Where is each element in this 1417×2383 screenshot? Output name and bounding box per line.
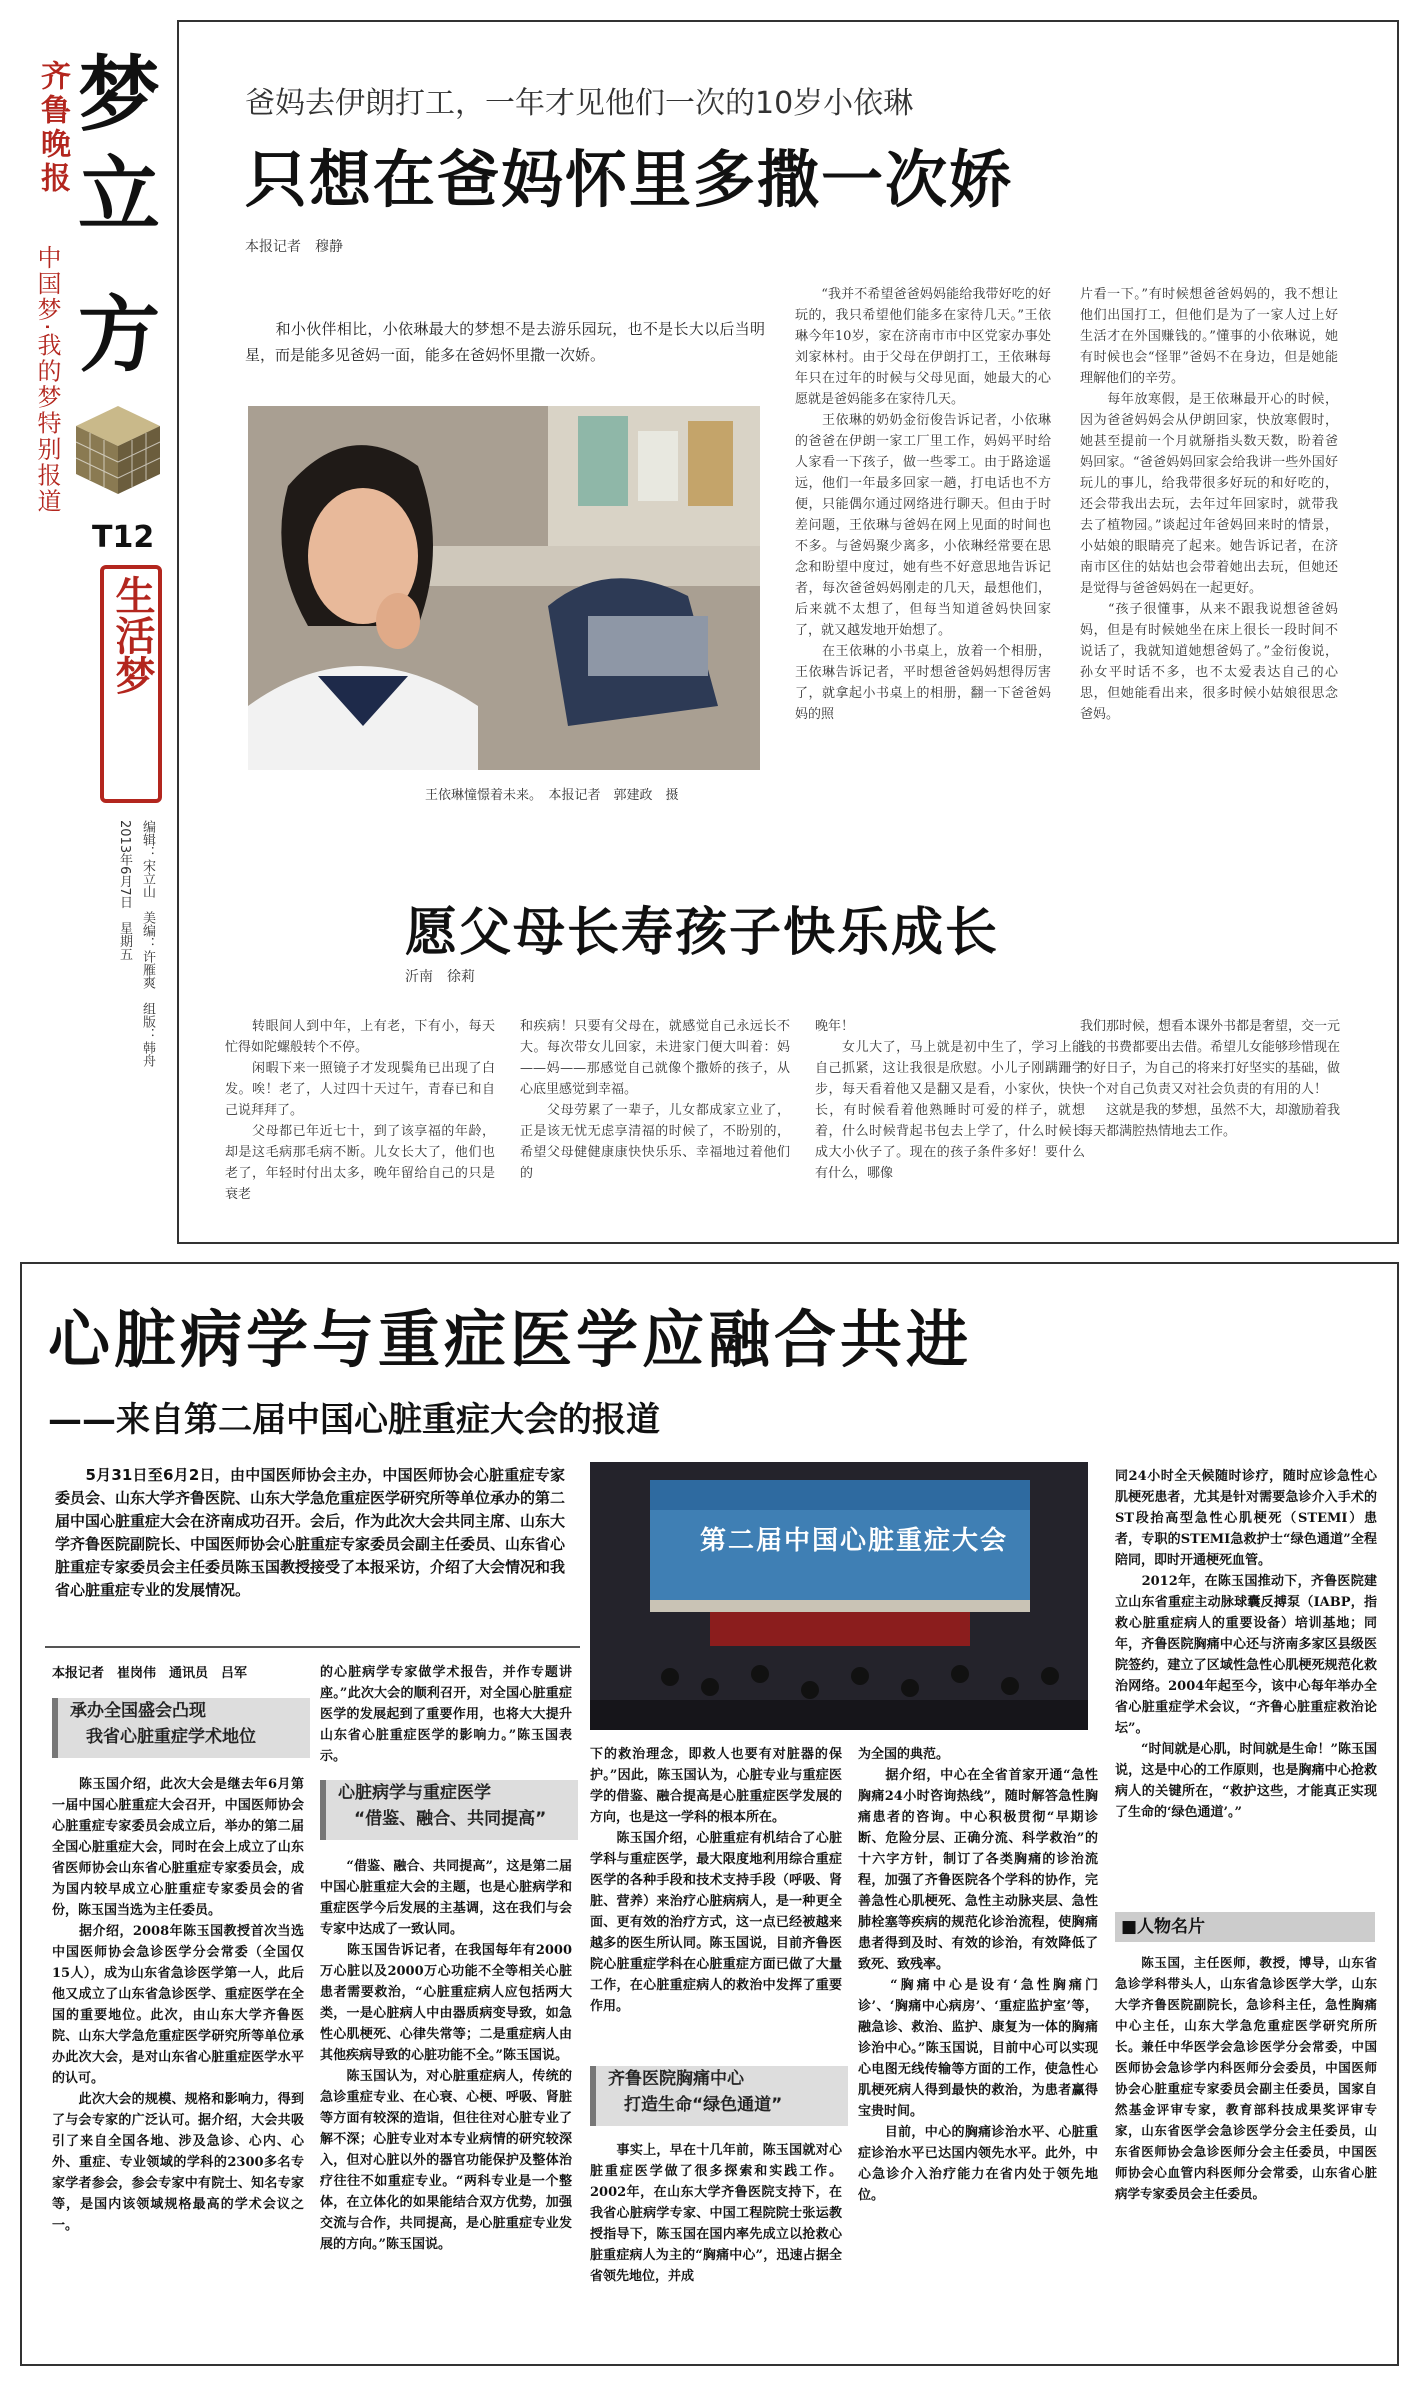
story1-column-1: “我并不希望爸爸妈妈能给我带好吃的好玩的，我只希望他们能多在家待几天。”王依琳今年10岁，家在济南市市中区党家办事处刘家林村。由于父母在伊朗打工，王依琳每年只在过年的时候与父母见面，她最大的心愿就是爸妈能多在家待几天。 王依琳的奶奶金衍俊告诉记者，小依琳的爸爸在伊朗一家工厂里工作，妈妈平时给人家看一下孩子，做一些零工。由于路途遥远，他们一年最多回家一趟，打电话也不方便，只能偶尔通过网络进行聊天。但由于时差问题，王依琳与爸妈在网上见面的时间也不多。与爸妈聚少离多，小依琳经常要在思念和盼望中度过，她有些不好意思地告诉记者，每次爸爸妈妈刚走的几天，最想他们，后来就不太想了，但每当知道爸妈快回家了，就又越发地开始想了。 在王依琳的小书桌上，放着一个相册，王依琳告诉记者，平时想爸爸妈妈想得厉害了，就拿起小书桌上的相册，翻一下爸爸妈妈的照 [795,287,1051,722]
section-name: 生活梦 [109,575,156,695]
story3-column-5: 同24小时全天候随时诊疗，随时应诊急性心肌梗死患者，尤其是针对需要急诊介入手术的ST段抬高型急性心肌梗死（STEMI）患者，专职的STEMI急救护士“绿色通道”全程陪同，即时开通梗死血管。 2012年，在陈玉国推动下，齐鲁医院建立山东省重症主动脉球囊反搏泵（IABP，指救心脏重症病人的重要设备）培训基地；同年，齐鲁医院胸痛中心还与济南多家区县级医院签约，建立了区域性急性心肌梗死规范化救治网络。2004年起至今，该中心每年举办全省心脏重症学术会议，“齐鲁心脏重症救治论坛”。 “时间就是心肌，时间就是生命！”陈玉国说，这是中心的工作原则，也是胸痛中心抢救病人的关键所在，“救护这些，才能真正实现了生命的‘绿色通道’。” [1115,1469,1377,1820]
story1-lead: 和小伙伴相比，小依琳最大的梦想不是去游乐园玩，也不是长大以后当明星，而是能多见爸妈一面，能多在爸妈怀里撒一次娇。 [245,320,765,364]
story2-column-3: 晚年！ 女儿大了，马上就是初中生了，学习上能自己抓紧，这让我很是欣慰。小儿子刚蹒跚学步，每天看着他又是翻又是看，小家伙，快快长，有时候看着他熟睡时可爱的样子，就想着，什么时候背起书包去上学了，什么时候长成大小伙子了。现在的孩子条件多好！要什么有什么，哪像 [815,1019,1085,1181]
story3-subhead: ——来自第二届中国心脏重症大会的报道 [48,1400,660,1440]
story3-column-3b: 事实上，早在十几年前，陈玉国就对心脏重症医学做了很多探索和实践工作。2002年，在山东大学齐鲁医院支持下，在我省心脏病学专家、中国工程院院士张运教授指导下，陈玉国在国内率先成立以抢救心脏重症病人为主的“胸痛中心”，迅速占据全省领先地位，并成 [590,2143,842,2284]
story3-byline: 本报记者 崔岗伟 通讯员 吕军 [52,1666,248,1681]
section-head-2-line2: “借鉴、融合、共同提高” [354,1809,547,1829]
section-head-1-line1: 承办全国盛会凸现 [70,1701,206,1721]
big-title-3: 方 [78,288,161,383]
section-head-3-line1: 齐鲁医院胸痛中心 [608,2069,744,2089]
story3-column-1: 陈玉国介绍，此次大会是继去年6月第一届中国心脏重症大会召开，中国医师协会心脏重症专家委员会成立后，举办的第二届全国心脏重症大会，同时在会上成立了山东省医师协会山东省心脏重症专家委员会，成为国内较早成立心脏重症专家委员会的省份，陈玉国当选为主任委员。 据介绍，2008年陈玉国教授首次当选中国医师协会急诊医学分会常委（全国仅15人），成为山东省急诊医学第一人，此后他又成立了山东省急诊医学、重症医学在全国的重要地位。此次，由山东大学齐鲁医院、山东大学急危重症医学研究所等单位承办此次大会，是对山东省心脏重症医学水平的认可。 此次大会的规模、规格和影响力，得到了与会专家的广泛认可。据介绍，大会共吸引了来自全国各地、涉及急诊、心内、心外、重症、专业领域的学科的2300多名专家学者参会，参会专家中有院士、知名专家等，是国内该领域规格最高的学术会议之一。 [52,1777,304,2233]
story2-byline: 沂南 徐莉 [405,969,475,985]
story1-photo-caption: 王依琳憧憬着未来。 本报记者 郭建政 摄 [425,788,679,803]
section-head-2-line1: 心脏病学与重症医学 [338,1783,491,1803]
big-title-1: 梦 [78,48,161,143]
story1-column-2: 片看一下。”有时候想爸爸妈妈的，我不想让他们出国打工，但他们是为了一家人过上好生活才在外国赚钱的。”懂事的小依琳说，她有时候也会“怪罪”爸妈不在身边，但是她能理解他们的辛劳。 每年放寒假，是王依琳最开心的时候，因为爸爸妈妈会从伊朗回家，快放寒假时，她甚至提前一个月就掰指头数天数，盼着爸妈回家。“爸爸妈妈回家会给我讲一些外国好玩儿的事儿，给我带很多好玩的和好吃的，还会带我出去玩，去年过年回家时，就带我去了植物园。”谈起过年爸妈回来时的情景，小姑娘的眼睛亮了起来。她告诉记者，在济南市区住的姑姑也会带着她出去玩，但她还是觉得与爸爸妈妈在一起更好。 “孩子很懂事，从来不跟我说想爸爸妈妈，但是有时候她坐在床上很长一段时间不说话了，我就知道她想爸妈了。”金衍俊说，孙女平时话不多，也不太爱表达自己的心思，但她能看出来，很多时候小姑娘很思念爸妈。 [1080,287,1338,722]
paper-name: 齐鲁晚报 [35,60,70,196]
cube-logo-icon [68,400,168,500]
story2-column-2: 和疾病！只要有父母在，就感觉自己永远长不大。每次带女儿回家，未进家门便大叫着：妈——妈——那感觉自己就像个撒娇的孩子，从心底里感觉到幸福。 父母劳累了一辈子，儿女都成家立业了，正是该无忧无虑享清福的时候了，不盼别的，希望父母健健康康快快乐乐、幸福地过着他们的 [520,1019,790,1181]
story1-photo [248,406,760,770]
page-credits: 编辑：宋立山 美编：许雁爽 组版：韩舟 [140,820,155,1067]
section-head-2 [320,1780,578,1840]
page-number: T12 [92,520,155,555]
profile-text: 陈玉国，主任医师，教授，博导，山东省急诊学科带头人，山东省急诊医学大学，山东大学齐鲁医院副院长，急诊科主任，急性胸痛中心主任，山东大学急危重症医学研究所所长。兼任中华医学会急诊医学分会常委，中国医师协会急诊学内科医师分会委员，中国医师协会心脏重症专家委员会副主任委员，国家自然基金评审专家，教育部科技成果奖评审专家，山东省医学会急诊医学分会主任委员，山东省医师协会急诊医师分会主任委员，中国医师协会心血管内科医师分会常委，山东省心脏病学专家委员会主任委员。 [1115,1955,1377,2201]
conference-banner-text: 第二届中国心脏重症大会 [700,1526,1009,1556]
story2-headline: 愿父母长寿孩子快乐成长 [405,903,1000,963]
page-date: 2013年6月7日 星期五 [117,820,132,961]
story1-byline: 本报记者 穆静 [245,239,343,255]
story2-column-1: 转眼间人到中年，上有老，下有小，每天忙得如陀螺般转个不停。 闲暇下来一照镜子才发现鬓角已出现了白发。唉！老了，人过四十天过午，青春已和自己说拜拜了。 父母都已年近七十，到了该享福的年龄，却是这毛病那毛病不断。儿女长大了，他们也老了，年轻时付出太多，晚年留给自己的只是衰老 [225,1019,495,1202]
section-head-3-line2: 打造生命“绿色通道” [624,2095,783,2115]
series-title: 中国梦·我的梦特别报道 [33,245,61,515]
story3-column-4: 为全国的典范。 据介绍，中心在全省首家开通“急性胸痛24小时咨询热线”，随时解答急性胸痛患者的咨询。中心积极贯彻“早期诊断、危险分层、正确分流、科学救治”的十六字方针，制订了各类胸痛的诊治流程，加强了齐鲁医院各个学科的协作，完善急性心肌梗死、急性主动脉夹层、急性肺栓塞等疾病的规范化诊治流程，使胸痛患者得到及时、有效的诊治，有效降低了致死、致残率。 “胸痛中心是设有‘急性胸痛门诊’、‘胸痛中心病房’、‘重症监护室’等，融急诊、救治、监护、康复为一体的胸痛诊治中心。”陈玉国说，目前中心可以实现心电图无线传输等方面的工作，使急性心肌梗死病人得到最快的救治，为患者赢得宝贵时间。 目前，中心的胸痛诊治水平、心脏重症诊治水平已达国内领先水平。此外，中心急诊介入治疗能力在省内处于领先地位。 [858,1747,1098,2203]
story1-headline: 只想在爸妈怀里多撒一次娇 [245,143,1014,216]
story3-column-2a: 的心脏病学专家做学术报告，并作专题讲座。”此次大会的顺利召开，对全国心脏重症医学的发展起到了重要作用，也将大大提升山东省心脏重症医学的影响力。”陈玉国表示。 [320,1665,572,1764]
big-title-2: 立 [78,148,161,243]
profile-head-text: ■人物名片 [1121,1917,1206,1937]
section-stamp [100,565,162,803]
story3-lead: 5月31日至6月2日，由中国医师协会主办，中国医师协会心脏重症专家委员会、山东大学齐鲁医院、山东大学急危重症医学研究所等单位承办的第二届中国心脏重症大会在济南成功召开。会后，作为此次大会共同主席、山东大学齐鲁医院副院长、中国医师协会心脏重症专家委员会副主任委员、山东省心脏重症专家委员会主任委员陈玉国教授接受了本报采访，介绍了大会情况和我省心脏重症专业的发展情况。 [55,1466,565,1599]
story2-column-4: 我们那时候，想看本课外书都是奢望，交一元钱的书费都要出去借。希望儿女能够珍惜现在的好日子，为自己的将来打好坚实的基础，做一个对自己负责又对社会负责的有用的人！ 这就是我的梦想，虽然不大，却激励着我每天都满腔热情地去工作。 [1080,1019,1340,1139]
story3-headline: 心脏病学与重症医学应融合共进 [48,1303,973,1376]
story3-column-2b: “借鉴、融合、共同提高”，这是第二届中国心脏重症大会的主题，也是心脏病学和重症医学今后发展的主基调，这在我们与会专家中达成了一致认同。 陈玉国告诉记者，在我国每年有2000万心脏以及2000万心功能不全等相关心脏患者需要救治，“心脏重症病人应包括两大类，一是心脏病人中由器质病变导致，如急性心肌梗死、心律失常等；二是重症病人由其他疾病导致的心脏功能不全。”陈玉国说。 陈玉国认为，对心脏重症病人，传统的急诊重症专业、在心衰、心梗、呼吸、肾脏等方面有较深的造诣，但往往对心脏专业了解不深；心脏专业对本专业病情的研究较深入，但对心脏以外的器官功能保护及整体治疗往往不如重症专业。“两科专业是一个整体，在立体化的如果能结合双方优势，加强交流与合作，共同提高，是心脏重症专业发展的方向。”陈玉国说。 [320,1859,572,2252]
story1-kicker: 爸妈去伊朗打工，一年才见他们一次的10岁小依琳 [245,86,914,121]
section-head-1-line2: 我省心脏重症学术地位 [86,1727,256,1747]
profile-head [1115,1912,1375,1942]
section-head-3 [590,2066,848,2126]
conference-photo [590,1462,1088,1730]
section-head-1 [52,1698,310,1758]
lead-divider [45,1646,580,1648]
story3-column-3a: 下的救治理念，即救人也要有对脏器的保护。”因此，陈玉国认为，心脏专业与重症医学的借鉴、融合提高是心脏重症医学发展的方向，也是这一学科的根本所在。 陈玉国介绍，心脏重症有机结合了心脏学科与重症医学，最大限度地利用综合重症医学的各种手段和技术支持手段（呼吸、肾脏、营养）来治疗心脏病病人，是一种更全面、更有效的治疗方式，这一点已经被越来越多的医生所认同。陈玉国说，目前齐鲁医院心脏重症学科在心脏重症方面已做了大量工作，在心脏重症病人的救治中发挥了重要作用。 [590,1747,842,2014]
